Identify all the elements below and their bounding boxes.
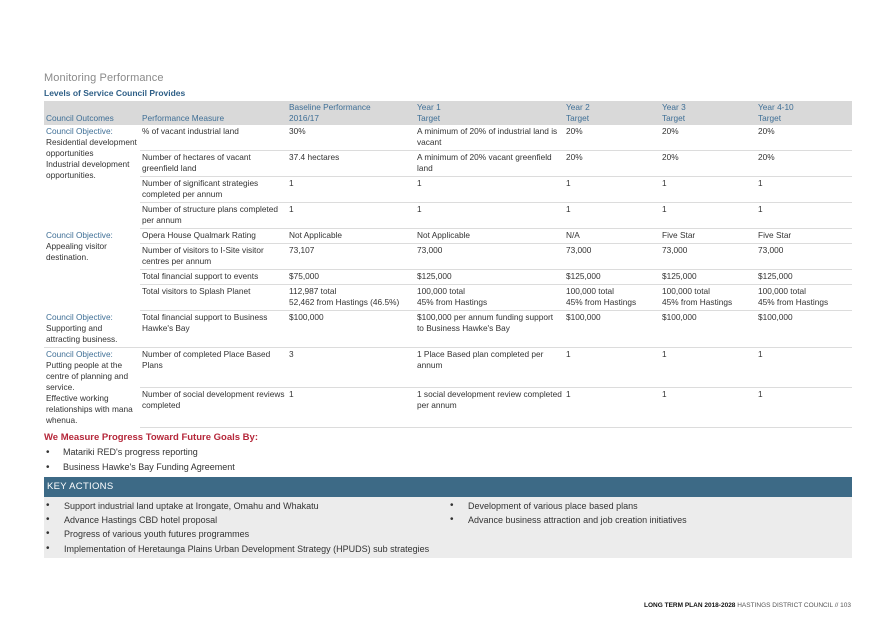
baseline-cell — [287, 270, 415, 285]
table-row — [44, 285, 852, 311]
section-title: Monitoring Performance — [44, 72, 164, 84]
table-row — [44, 347, 852, 387]
year4-10-target-line: 1 — [758, 388, 763, 399]
year4-10-target-cell — [756, 311, 852, 348]
year1-target-line: 1 Place Based plan completed per annum — [417, 348, 544, 370]
year4-10-target-cell — [756, 229, 852, 244]
year3-target-line: 100,000 total — [662, 286, 710, 296]
year1-target-cell — [415, 203, 564, 229]
performance-measure-cell: Number of structure plans completed per annum — [140, 203, 287, 229]
year3-target-line: 1 — [662, 348, 667, 359]
year4-10-target-cell — [756, 203, 852, 229]
year2-target-cell — [564, 311, 660, 348]
table-row — [44, 311, 852, 348]
header-year3: Year 3 Target — [660, 101, 756, 125]
year4-10-target-line: 100,000 total — [758, 286, 806, 296]
year2-target-line: $125,000 — [566, 271, 601, 281]
table-row — [44, 387, 852, 427]
performance-measure-cell: Number of social development reviews completed — [140, 387, 287, 427]
objective-text: Supporting and attracting business. — [46, 322, 118, 344]
key-action-item: • Progress of various youth futures programmes — [44, 527, 448, 541]
year1-target-cell — [415, 151, 564, 177]
objective-label: Council Objective: — [46, 348, 113, 359]
year3-target-cell — [660, 387, 756, 427]
year1-target-line: $125,000 — [417, 271, 452, 281]
table-row — [44, 125, 852, 151]
objective-text: Appealing visitor destination. — [46, 240, 107, 262]
baseline-line: 1 — [289, 204, 294, 214]
goal-item: • Business Hawke's Bay Funding Agreement — [44, 460, 852, 475]
year3-target-cell — [660, 203, 756, 229]
baseline-line: 1 — [289, 178, 294, 188]
table-row — [44, 270, 852, 285]
baseline-line: $75,000 — [289, 271, 319, 281]
footer-council: HASTINGS DISTRICT COUNCIL // 103 — [735, 602, 851, 609]
year2-target-line: 1 — [566, 348, 571, 359]
year1-target-line: $100,000 per annum funding support to Business Hawke's Bay — [417, 312, 554, 333]
baseline-cell — [287, 285, 415, 311]
year1-target-line: A minimum of 20% vacant greenfield land — [417, 152, 552, 173]
year1-target-line: 1 — [417, 204, 422, 214]
year3-target-cell — [660, 125, 756, 151]
header-measure: Performance Measure — [140, 101, 287, 125]
baseline-line: 37.4 hectares — [289, 152, 340, 162]
baseline-cell — [287, 229, 415, 244]
year2-target-cell — [564, 285, 660, 311]
header-year2: Year 2 Target — [564, 101, 660, 125]
header-year1: Year 1 Target — [415, 101, 564, 125]
goal-item: • Matariki RED's progress reporting — [44, 445, 852, 460]
year1-target-line: 1 social development review completed per annum — [417, 388, 562, 410]
year4-10-target-line: 73,000 — [758, 245, 784, 255]
header-baseline: Baseline Performance 2016/17 — [287, 101, 415, 125]
baseline-cell — [287, 347, 415, 387]
year1-target-line: 73,000 — [417, 245, 443, 255]
year2-target-line: $100,000 — [566, 312, 601, 322]
year3-target-cell — [660, 177, 756, 203]
year4-10-target-cell — [756, 270, 852, 285]
year2-target-line: 20% — [566, 126, 583, 136]
year3-target-line: 45% from Hastings — [662, 297, 733, 307]
key-actions-right — [448, 499, 852, 556]
baseline-line: 1 — [289, 388, 294, 399]
year3-target-cell — [660, 311, 756, 348]
baseline-line: Not Applicable — [289, 230, 343, 240]
year2-target-line: N/A — [566, 230, 580, 240]
table-row — [44, 244, 852, 270]
baseline-line: 73,107 — [289, 245, 315, 255]
header-outcomes: Council Outcomes — [44, 101, 140, 125]
year1-target-cell — [415, 387, 564, 427]
performance-measure-cell: Total visitors to Splash Planet — [140, 285, 287, 311]
year4-10-target-line: 20% — [758, 152, 775, 162]
year3-target-line: $125,000 — [662, 271, 697, 281]
year1-target-line: Not Applicable — [417, 230, 471, 240]
year2-target-cell — [564, 347, 660, 387]
year3-target-line: 1 — [662, 388, 667, 399]
table-body — [44, 125, 852, 428]
year4-10-target-line: $125,000 — [758, 271, 793, 281]
baseline-line: 52,462 from Hastings (46.5%) — [289, 297, 400, 307]
year3-target-cell — [660, 285, 756, 311]
baseline-cell — [287, 311, 415, 348]
objective-text: Putting people at the centre of planning and service. — [46, 359, 129, 392]
year1-target-line: A minimum of 20% of industrial land is vacant — [417, 126, 558, 147]
key-action-item: • Support industrial land uptake at Irongate, Omahu and Whakatu — [44, 499, 448, 513]
year2-target-cell — [564, 125, 660, 151]
year3-target-cell — [660, 151, 756, 177]
year2-target-line: 45% from Hastings — [566, 297, 637, 307]
year4-10-target-cell — [756, 125, 852, 151]
year2-target-cell — [564, 151, 660, 177]
goals-title: We Measure Progress Toward Future Goals By: — [44, 432, 258, 443]
council-objective-cell — [44, 229, 140, 311]
year2-target-line: 20% — [566, 152, 583, 162]
performance-measure-cell: Number of significant strategies completed per annum — [140, 177, 287, 203]
performance-measure-cell: Total financial support to events — [140, 270, 287, 285]
year2-target-line: 1 — [566, 388, 571, 399]
council-objective-cell — [44, 311, 140, 348]
year1-target-cell — [415, 285, 564, 311]
year3-target-cell — [660, 229, 756, 244]
year3-target-cell — [660, 270, 756, 285]
year4-10-target-line: 1 — [758, 348, 763, 359]
year2-target-cell — [564, 244, 660, 270]
baseline-cell — [287, 125, 415, 151]
year3-target-cell — [660, 244, 756, 270]
objective-label: Council Objective: — [46, 126, 113, 136]
year1-target-cell — [415, 270, 564, 285]
baseline-cell — [287, 151, 415, 177]
year4-10-target-cell — [756, 177, 852, 203]
year3-target-line: 20% — [662, 152, 679, 162]
table-row — [44, 229, 852, 244]
year2-target-cell — [564, 229, 660, 244]
key-actions-header: KEY ACTIONS — [44, 477, 852, 497]
year3-target-line: 20% — [662, 126, 679, 136]
table-header-row — [44, 101, 852, 125]
key-action-item: • Advance business attraction and job creation initiatives — [448, 513, 852, 527]
year2-target-line: 73,000 — [566, 245, 592, 255]
baseline-cell — [287, 387, 415, 427]
key-action-item: • Development of various place based plans — [448, 499, 852, 513]
baseline-cell — [287, 203, 415, 229]
year3-target-line: 1 — [662, 204, 667, 214]
page-content — [44, 72, 852, 558]
year2-target-cell — [564, 387, 660, 427]
page-footer — [644, 602, 851, 609]
key-actions-body — [44, 497, 852, 558]
performance-measure-cell: Opera House Qualmark Rating — [140, 229, 287, 244]
year1-target-line: 45% from Hastings — [417, 297, 488, 307]
year4-10-target-cell — [756, 151, 852, 177]
baseline-cell — [287, 244, 415, 270]
council-objective-cell — [44, 347, 140, 428]
year4-10-target-line: 20% — [758, 126, 775, 136]
table-row — [44, 151, 852, 177]
year2-target-cell — [564, 203, 660, 229]
year1-target-cell — [415, 177, 564, 203]
year1-target-cell — [415, 311, 564, 348]
baseline-cell — [287, 177, 415, 203]
objective-label: Council Objective: — [46, 311, 113, 322]
key-action-item: • Implementation of Heretaunga Plains Urban Development Strategy (HPUDS) sub strategies — [44, 542, 448, 556]
year4-10-target-cell — [756, 285, 852, 311]
year3-target-cell — [660, 347, 756, 387]
goals-list — [44, 445, 852, 475]
performance-measure-cell: Number of visitors to I-Site visitor centres per annum — [140, 244, 287, 270]
year4-10-target-line: $100,000 — [758, 312, 793, 322]
performance-measure-cell: % of vacant industrial land — [140, 125, 287, 151]
year3-target-line: Five Star — [662, 230, 696, 240]
year1-target-line: 100,000 total — [417, 286, 465, 296]
table-row — [44, 177, 852, 203]
baseline-line: 30% — [289, 126, 306, 136]
baseline-line: $100,000 — [289, 312, 324, 322]
performance-table — [44, 101, 852, 428]
year4-10-target-line: 1 — [758, 178, 763, 188]
year1-target-cell — [415, 229, 564, 244]
year1-target-cell — [415, 244, 564, 270]
year1-target-cell — [415, 125, 564, 151]
year4-10-target-line: Five Star — [758, 230, 792, 240]
objective-text: Industrial development opportunities. — [46, 159, 130, 180]
year2-target-line: 100,000 total — [566, 286, 614, 296]
objective-text: Effective working relationships with mana whenua. — [46, 392, 133, 425]
objective-text: Residential development opportunities — [46, 137, 137, 158]
key-action-item: • Advance Hastings CBD hotel proposal — [44, 513, 448, 527]
performance-measure-cell: Number of hectares of vacant greenfield land — [140, 151, 287, 177]
year2-target-line: 1 — [566, 178, 571, 188]
key-actions-left — [44, 499, 448, 556]
year3-target-line: $100,000 — [662, 312, 697, 322]
year3-target-line: 73,000 — [662, 245, 688, 255]
table-title: Levels of Service Council Provides — [44, 88, 186, 98]
year1-target-cell — [415, 347, 564, 387]
year2-target-line: 1 — [566, 204, 571, 214]
year4-10-target-line: 1 — [758, 204, 763, 214]
baseline-line: 112,987 total — [289, 286, 337, 296]
objective-label: Council Objective: — [46, 229, 113, 240]
table-row — [44, 203, 852, 229]
year4-10-target-cell — [756, 347, 852, 387]
year3-target-line: 1 — [662, 178, 667, 188]
baseline-line: 3 — [289, 348, 294, 359]
performance-measure-cell: Number of completed Place Based Plans — [140, 347, 287, 387]
year4-10-target-cell — [756, 244, 852, 270]
footer-plan: LONG TERM PLAN 2018-2028 — [644, 602, 736, 609]
year2-target-cell — [564, 177, 660, 203]
council-objective-cell — [44, 125, 140, 229]
year4-10-target-cell — [756, 387, 852, 427]
header-year4-10: Year 4-10 Target — [756, 101, 852, 125]
year1-target-line: 1 — [417, 178, 422, 188]
performance-measure-cell: Total financial support to Business Hawke's Bay — [140, 311, 287, 348]
year4-10-target-line: 45% from Hastings — [758, 297, 829, 307]
year2-target-cell — [564, 270, 660, 285]
